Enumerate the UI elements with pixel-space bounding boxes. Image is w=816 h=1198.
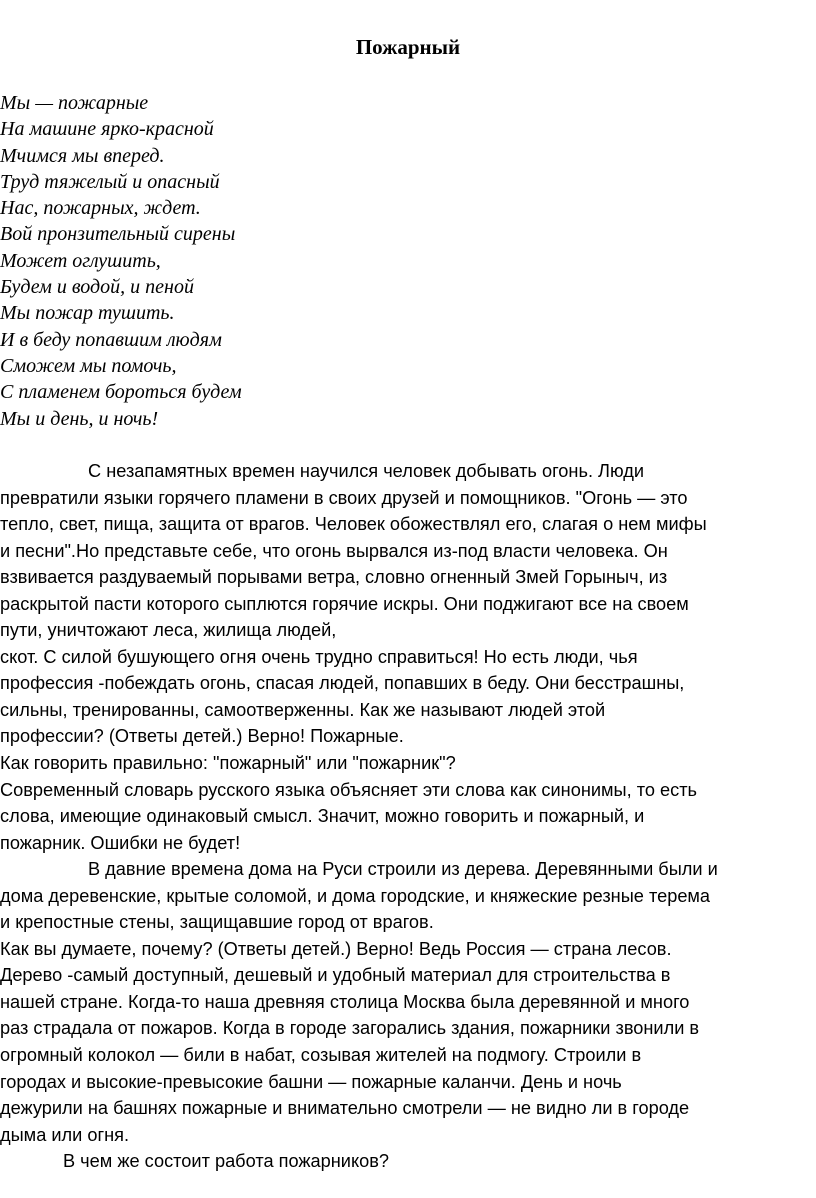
poem-line: Мы и день, и ночь!: [0, 407, 159, 430]
prose-line: раскрытой пасти которого сыплются горячие искры. Они поджигают все на своем: [0, 593, 689, 614]
prose-line: скот. С силой бушующего огня очень трудно справиться! Но есть люди, чья: [0, 646, 638, 667]
prose-line: Современный словарь русского языка объясняет эти слова как синонимы, то есть: [0, 779, 698, 800]
prose-line: дежурили на башнях пожарные и внимательно смотрели — не видно ли в городе: [0, 1098, 690, 1119]
prose-line: Как вы думаете, почему? (Ответы детей.) Верно! Ведь Россия — страна лесов.: [0, 938, 672, 959]
prose-body: [0, 458, 816, 1175]
poem-line: Мы пожар тушить.: [0, 302, 175, 325]
prose-line: тепло, свет, пища, защита от врагов. Человек обожествлял его, слагая о нем мифы: [0, 514, 707, 535]
poem-line: На машине ярко-красной: [0, 118, 214, 141]
prose-line: и песни".Но представьте себе, что огонь вырвался из-под власти человека. Он: [0, 540, 668, 561]
prose-line: слова, имеющие одинаковый смысл. Значит, можно говорить и пожарный, и: [0, 806, 645, 827]
poem-line: Мчимся мы вперед.: [0, 144, 165, 167]
prose-line: профессии? (Ответы детей.) Верно! Пожарные.: [0, 726, 404, 747]
poem-line: Будем и водой, и пеной: [0, 276, 194, 299]
prose-line: дыма или огня.: [0, 1124, 130, 1145]
prose-line: раз страдала от пожаров. Когда в городе загорались здания, пожарники звонили в: [0, 1018, 700, 1039]
poem-line: Сможем мы помочь,: [0, 354, 177, 377]
prose-line: профессия -побеждать огонь, спасая людей, попавших в беду. Они бесстрашны,: [0, 673, 685, 694]
prose-line: С незапамятных времен научился человек добывать огонь. Люди: [88, 461, 644, 481]
poem-line: Мы — пожарные: [0, 92, 149, 114]
prose-line: Как говорить правильно: "пожарный" или "пожарник"?: [0, 753, 456, 774]
prose-line: нашей стране. Когда-то наша древняя столица Москва была деревянной и много: [0, 991, 690, 1012]
document-title: Пожарный: [355, 35, 461, 59]
poem-line: Может оглушить,: [0, 249, 161, 272]
prose-line: Дерево -самый доступный, дешевый и удобный материал для строительства в: [0, 965, 671, 986]
prose-line: огромный колокол — били в набат, созывая жителей на подмогу. Строили в: [0, 1045, 642, 1066]
poem-line: Нас, пожарных, ждет.: [0, 197, 201, 220]
poem-line: Вой пронзительный сирены: [0, 223, 236, 246]
prose-line: городах и высокие-превысокие башни — пожарные каланчи. День и ночь: [0, 1071, 622, 1092]
poem-line: И в беду попавшим людям: [0, 328, 222, 351]
prose-line: взвивается раздуваемый порывами ветра, словно огненный Змей Горыныч, из: [0, 567, 668, 588]
prose-line: В чем же состоит работа пожарников?: [63, 1151, 390, 1172]
poem-line: С пламенем бороться будем: [0, 381, 242, 404]
prose-line: и крепостные стены, защищавшие город от врагов.: [0, 912, 434, 933]
prose-line: дома деревенские, крытые соломой, и дома городские, и княжеские резные терема: [0, 885, 711, 906]
prose-line: превратили языки горячего пламени в своих друзей и помощников. "Огонь — это: [0, 487, 688, 508]
prose-line: пожарник. Ошибки не будет!: [0, 832, 241, 853]
poem-line: Труд тяжелый и опасный: [0, 170, 220, 193]
poem: [0, 90, 500, 432]
prose-line: В давние времена дома на Руси строили из дерева. Деревянными были и: [88, 859, 718, 880]
prose-line: сильны, тренированны, самоотверженны. Как же называют людей этой: [0, 699, 606, 720]
prose-line: пути, уничтожают леса, жилища людей,: [0, 620, 337, 641]
